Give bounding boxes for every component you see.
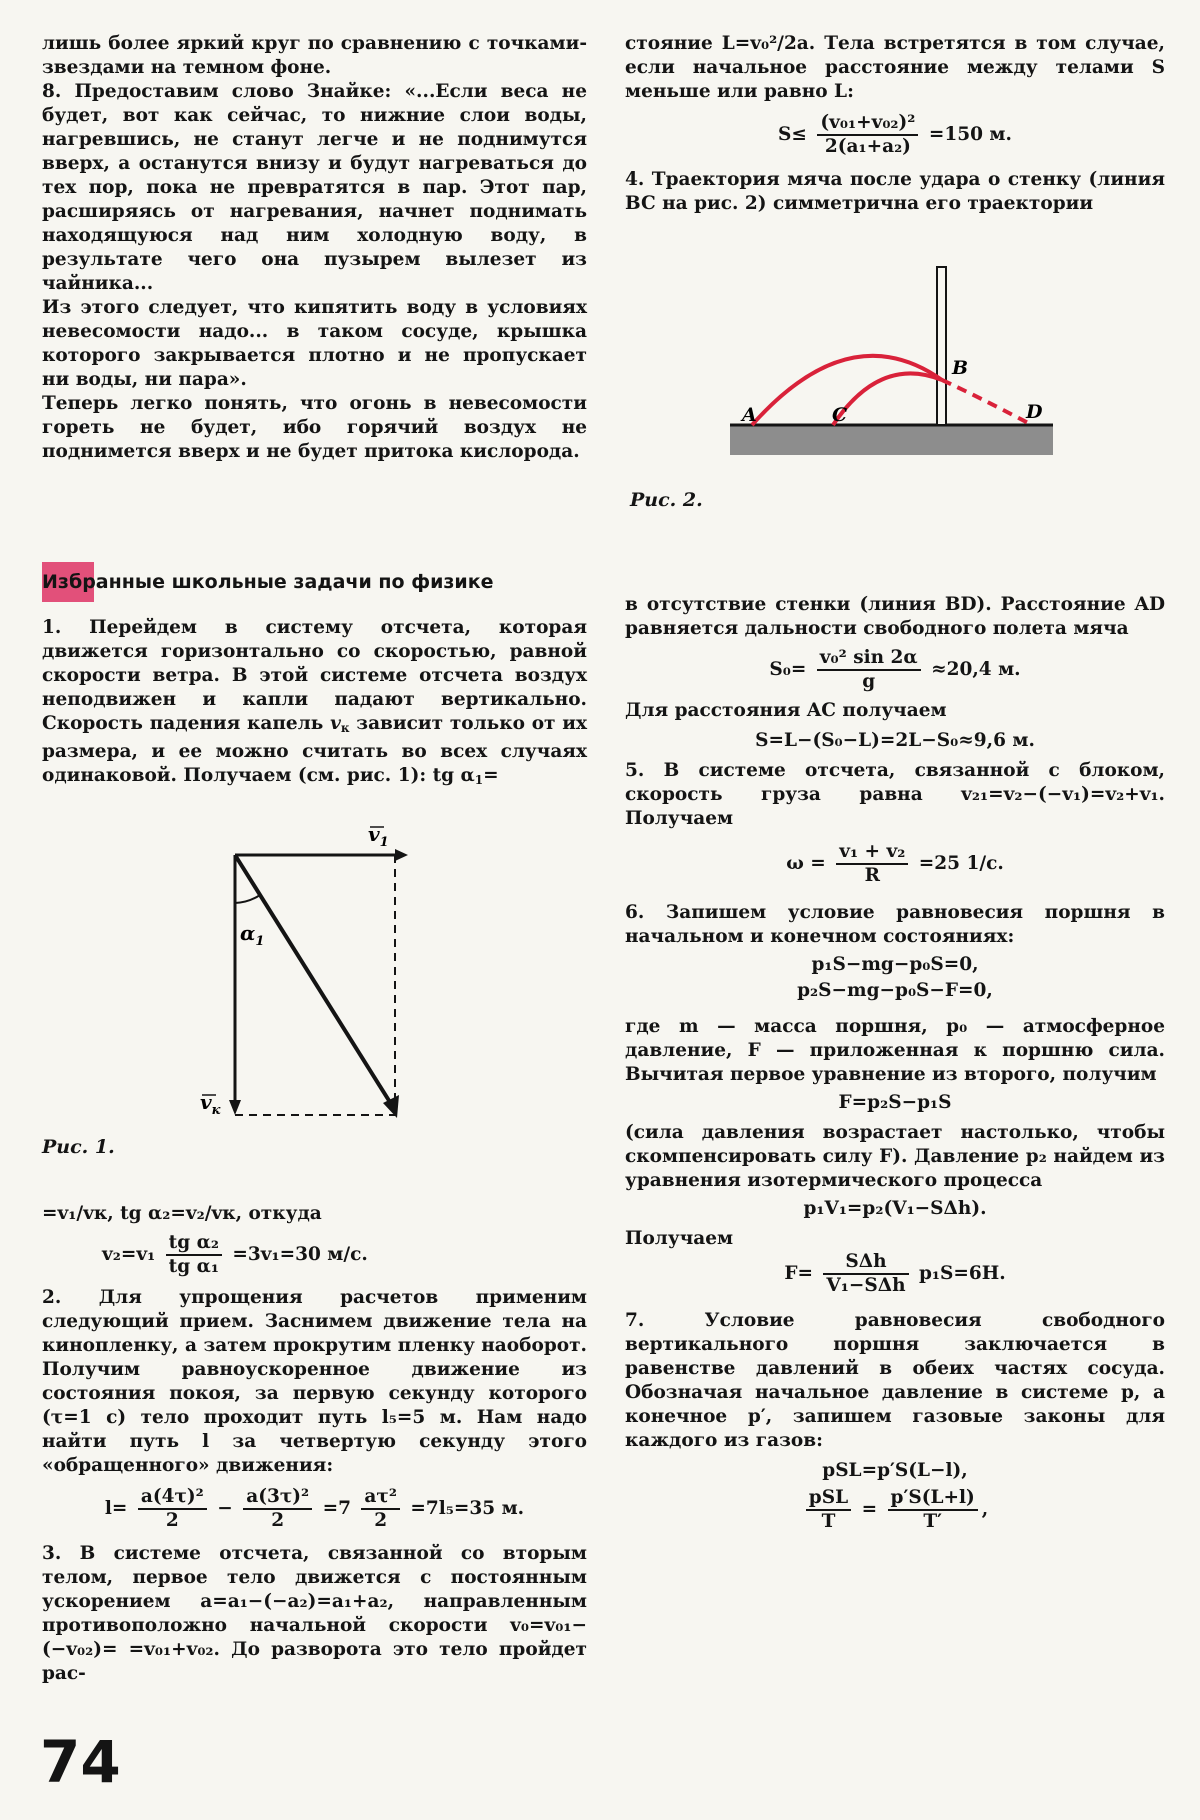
formula-l: l= $\frac{\text{a(4τ)²}}{2}$ − $\frac{\text{a(3τ)²}}{2}$ =7 $\frac{\text{aτ²}}{2}$ =7l₅=35 м. — [104, 1486, 525, 1531]
vk-arrowhead — [229, 1100, 241, 1115]
ground — [730, 425, 1053, 455]
wall — [937, 267, 946, 425]
label-D: D — [1026, 401, 1043, 423]
paragraph-answer-7: 7. Условие равновесия свободного вертикального поршня заключается в равенстве давлений в обеих частях сосуда. Обозначая начальное давление в системе p, а конечное p′, запишем газовые законы для каждого из газов: — [625, 1310, 1165, 1451]
formula-s: S≤ $\frac{\text{(v₀₁+v₀₂)²}}{\text{2(a₁+a₂)}}$ =150 м. — [778, 112, 1012, 157]
left-column-top — [42, 32, 587, 464]
right-column-top — [625, 32, 1165, 216]
paragraph-answer-2: 2. Для упрощения расчетов применим следующий прием. Заснимем движение тела на кинопленку, а затем прокрутим пленку наоборот. Получим равноускоренное движение из состояния покоя, за первую секунду которого (τ=1 с) тело проходит путь l₅=5 м. Нам надо найти путь l за четвертую секунду этого «обращенного» движения: — [42, 1287, 587, 1476]
paragraph-answer-5: 5. В системе отсчета, связанной с блоком, скорость груза равна v₂₁=v₂−(−v₁)=v₂+v₁. Получаем — [625, 760, 1165, 829]
paragraph: лишь более яркий круг по сравнению с точками-звездами на темном фоне. — [42, 33, 587, 78]
formula-f: F=p₂S−p₁S — [838, 1092, 952, 1113]
trajectory-BC — [833, 373, 942, 425]
paragraph-answer-3: 3. В системе отсчета, связанной со вторым телом, первое тело движется с постоянным ускорением a=a₁−(−a₂)=a₁+a₂, направленным противоположно начальной скорости v₀=v₀₁−(−v₀₂)= =v₀₁+v₀₂. До разворота это тело пройдет рас- — [42, 1543, 587, 1684]
paragraph: в отсутствие стенки (линия BD). Расстояние AD равняется дальности свободного полета мяча — [625, 594, 1165, 639]
formula-isothermal: p₁V₁=p₂(V₁−SΔh). — [803, 1198, 987, 1219]
paragraph-answer-8: 8. Предоставим слово Знайке: «...Если веса не будет, вот как сейчас, то нижние слои воды, нагревшись, не станут легче и не поднимутся вверх, а останутся внизу и будут нагреваться до тех пор, пока не превратятся в пар. Этот пар, расширяясь от нагревания, начнет поднимать находящуюся над ним холодную воду, в результате чего она пузырем вылезет из чайника... — [42, 81, 587, 294]
label-v1: $v_1$ — [368, 822, 389, 850]
formula-v2: v₂=v₁ $\frac{\text{tg α₂}}{\text{tg α₁}}$ =3v₁=30 м/с. — [102, 1232, 368, 1277]
v1-arrowhead — [395, 849, 408, 861]
formula-equilibrium-2: p₂S−mg−p₀S−F=0, — [797, 980, 993, 1001]
figure-1-caption: Рис. 1. — [42, 1136, 115, 1158]
paragraph-answer-6: 6. Запишем условие равновесия поршня в начальном и конечном состояниях: — [625, 902, 1165, 947]
paragraph: Для расстояния AC получаем — [625, 700, 947, 721]
paragraph: где m — масса поршня, p₀ — атмосферное давление, F — приложенная к поршню сила. Вычитая первое уравнение из второго, получим — [625, 1016, 1165, 1085]
paragraph: Из этого следует, что кипятить воду в условиях невесомости надо... в таком сосуде, крышка которого закрывается плотно и не пропускает ни воды, ни пара». — [42, 297, 587, 390]
paragraph: (сила давления возрастает настолько, чтобы скомпенсировать силу F). Давление p₂ найдем из уравнения изотермического процесса — [625, 1122, 1165, 1191]
label-vk: $v_к$ — [200, 1090, 221, 1118]
figure-1-vector-diagram — [190, 815, 420, 1140]
section-title — [42, 562, 602, 602]
label-alpha1: $\alpha_1$ — [240, 921, 265, 949]
paragraph-answer-1: 1. Перейдем в систему отсчета, которая движется горизонтально со скоростью, равной скорости ветра. В этой системе отсчета воздух неподвижен и капли падают вертикально. Скорость падения капель $v_к$ зависит только от их размера, и ее можно считать во всех случаях одинаковой. Получаем (см. рис. 1): tg $\alpha_1=$ — [42, 617, 587, 787]
formula-equilibrium-1: p₁S−mg−p₀S=0, — [811, 954, 979, 975]
left-column-main — [42, 616, 587, 792]
formula-omega: ω = $\frac{\text{v₁ + v₂}}{R}$ =25 1/с. — [786, 841, 1004, 886]
formula-gas-law-1: pSL=p′S(L−l), — [822, 1460, 968, 1481]
paragraph-answer-4: 4. Траектория мяча после удара о стенку (линия BC на рис. 2) симметрична его траектории — [625, 169, 1165, 214]
formula-s0: S₀= $\frac{\text{v₀² sin 2α}}{g}$ ≈20,4 м. — [769, 647, 1021, 692]
section-title-text: Избранные школьные задачи по физике — [42, 571, 494, 593]
formula-s-ac: S=L−(S₀−L)=2L−S₀≈9,6 м. — [755, 730, 1035, 751]
paragraph: Получаем — [625, 1228, 734, 1249]
trajectory-BD-dashed — [942, 380, 1032, 425]
resultant-vector — [235, 855, 393, 1107]
formula-f-result: F= $\frac{\text{SΔh}}{\text{V₁−SΔh}}$ p₁S=6Н. — [784, 1251, 1006, 1296]
figure-2-caption: Рис. 2. — [630, 489, 703, 511]
figure-2-ball-trajectory — [730, 265, 1055, 465]
paragraph: стояние L=v₀²/2a. Тела встретятся в том случае, если начальное расстояние между телами S меньше или равно L: — [625, 33, 1165, 102]
label-B: B — [952, 357, 969, 379]
left-column-bottom — [42, 1202, 587, 1686]
page-number: 74 — [40, 1728, 121, 1796]
paragraph: =v₁/vк, tg α₂=v₂/vк, откуда — [42, 1203, 322, 1224]
formula-gas-law-2: $\frac{\text{pSL}}{T}$ = $\frac{p'S(L+l)}{T'}$ , — [625, 1487, 1165, 1533]
label-C: C — [832, 404, 848, 426]
label-A: A — [742, 404, 757, 426]
right-column-main — [625, 593, 1165, 1533]
alpha1-arc — [235, 895, 260, 903]
paragraph: Теперь легко понять, что огонь в невесомости гореть не будет, ибо горячий воздух не поднимется вверх и не будет притока кислорода. — [42, 393, 587, 462]
